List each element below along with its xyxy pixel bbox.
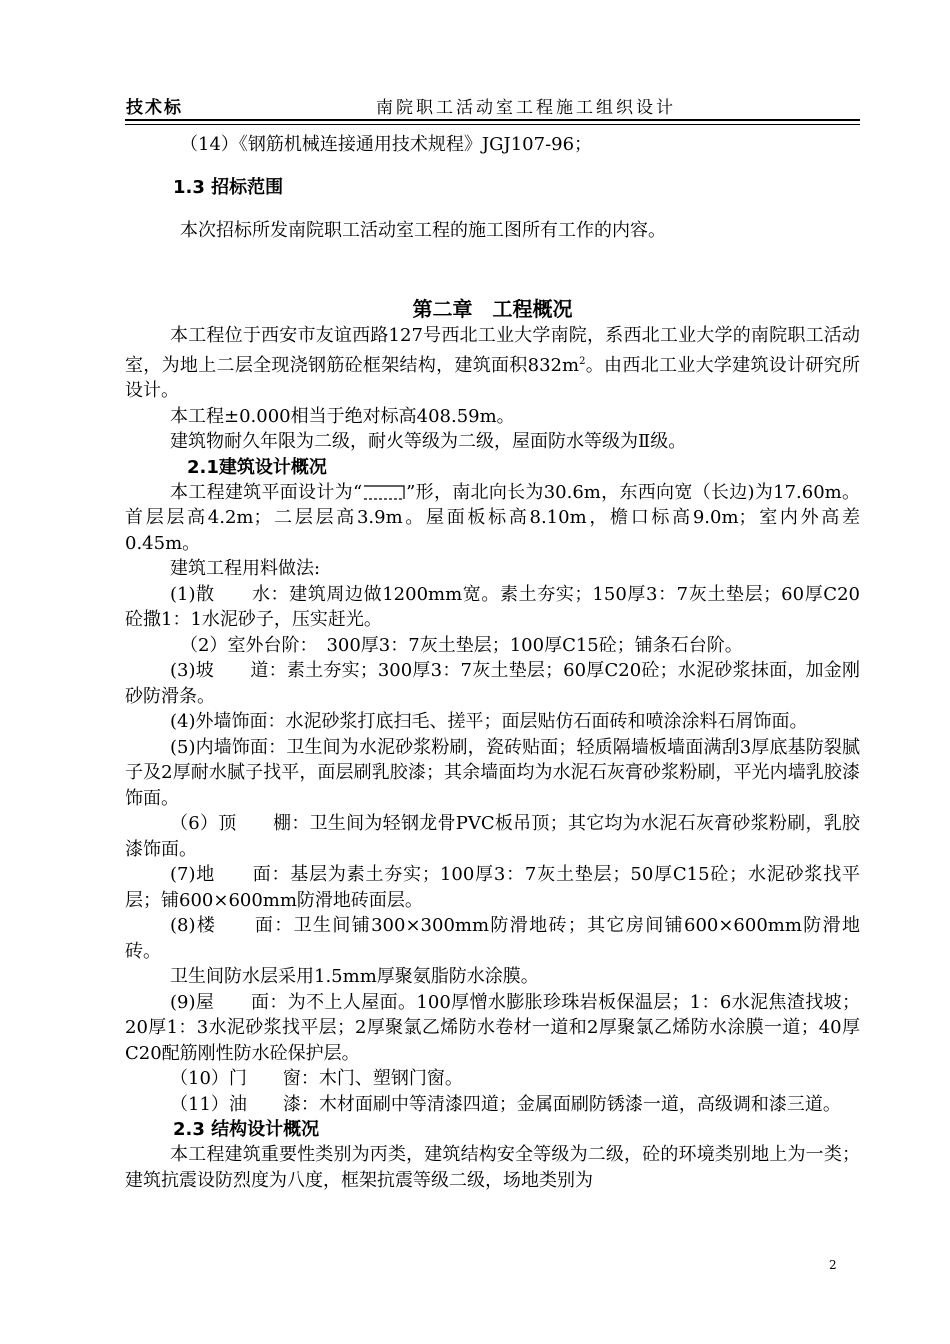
header-left: 技术标 xyxy=(126,98,183,118)
plan-part-a: 本工程建筑平面设计为“ xyxy=(170,481,363,503)
plan-paragraph xyxy=(125,480,860,557)
plan-shape-icon xyxy=(362,485,406,500)
material-item: 卫生间防水层采用1.5mm厚聚氨脂防水涂膜。 xyxy=(170,966,539,987)
overview-paragraph-3: 建筑物耐久年限为二级，耐火等级为二级，屋面防水等级为Ⅱ级。 xyxy=(170,431,687,452)
material-item: （11）油 漆：木材面刷中等清漆四道；金属面刷防锈漆一道，高级调和漆三道。 xyxy=(170,1093,841,1115)
section-2-1-heading: 2.1建筑设计概况 xyxy=(187,456,327,478)
material-item: (7)地 面：基层为素土夯实；100厚3：7灰土垫层；50厚C15砼；水泥砂浆找平层；铺600×600mm防滑地砖面层。 xyxy=(125,864,860,911)
material-item: (8)楼 面：卫生间铺300×300mm防滑地砖；其它房间铺600×600mm防滑地砖。 xyxy=(125,915,860,962)
scope-paragraph: 本次招标所发南院职工活动室工程的施工图所有工作的内容。 xyxy=(180,219,666,241)
area-superscript: 2 xyxy=(579,355,586,367)
overview-p1-part-a: 本工程位于西安市友谊西路127号西北工业大学南院，系西北工业大学的南院职工活动室，为地上二层全现浇钢筋砼框架结构，建筑面积832m xyxy=(125,325,860,376)
material-item: (4)外墙饰面：水泥砂浆打底扫毛、搓平；面层贴仿石面砖和喷涂涂料石屑饰面。 xyxy=(170,711,808,732)
header-title: 南院职工活动室工程施工组织设计 xyxy=(376,98,676,118)
item-14: （14）《钢筋机械连接通用技术规程》JGJ107-96； xyxy=(180,134,593,155)
materials-intro: 建筑工程用料做法: xyxy=(170,558,321,579)
material-item: (9)屋 面：为不上人屋面。100厚憎水膨胀珍珠岩板保温层；1：6水泥焦渣找坡；20厚1：3水泥砂浆找平层；2厚聚氯乙烯防水卷材一道和2厚聚氯乙烯防水涂膜一道；40厚C20配筋刚性防水砼保护层。 xyxy=(125,991,860,1064)
header-rule-thin xyxy=(125,124,860,125)
material-item: （10）门 窗：木门、塑钢门窗。 xyxy=(170,1068,463,1089)
material-item: （6）顶 棚：卫生间为轻钢龙骨PVC板吊顶；其它均为水泥石灰膏砂浆粉刷，乳胶漆饰面。 xyxy=(125,813,860,860)
header-rule-thick xyxy=(125,119,860,121)
overview-p1-part-b: 。由西北工业大学建筑设计研究所设计。 xyxy=(125,354,860,401)
plan-part-b: ”形，南北向长为30.6m，东西向宽（长边)为17.60m。首层层高4.2m；二层层高3.9m。屋面板标高8.10m，檐口标高9.0m；室内外高差0.45m。 xyxy=(125,481,861,554)
page-number: 2 xyxy=(829,1258,837,1272)
overview-paragraph-2: 本工程±0.000相当于绝对标高408.59m。 xyxy=(170,405,515,427)
material-item: (1)散 水：建筑周边做1200mm宽。素土夯实；150厚3：7灰土垫层；60厚C20砼撒1：1水泥砂子，压实赶光。 xyxy=(125,583,860,630)
chapter-2-heading: 第二章 工程概况 xyxy=(412,297,573,321)
section-2-3-heading: 2.3 结构设计概况 xyxy=(173,1119,320,1140)
material-item: （2）室外台阶： 300厚3：7灰土垫层；100厚C15砼；铺条石台阶。 xyxy=(180,634,743,656)
overview-paragraph-1 xyxy=(125,323,860,404)
section-1-3-heading: 1.3 招标范围 xyxy=(173,176,284,198)
material-item: (5)内墙饰面：卫生间为水泥砂浆粉刷，瓷砖贴面；轻质隔墙板墙面满刮3厚底基防裂腻子及2厚耐水腻子找平，面层刷乳胶漆；其余墙面均为水泥石灰膏砂浆粉刷，平光内墙乳胶漆饰面。 xyxy=(125,736,860,809)
page-body xyxy=(125,127,860,1193)
material-item: (3)坡 道：素土夯实；300厚3：7灰土垫层；60厚C20砼；水泥砂浆抹面，加金刚砂防滑条。 xyxy=(125,660,860,707)
structure-paragraph: 本工程建筑重要性类别为丙类，建筑结构安全等级为二级，砼的环境类别地上为一类；建筑抗震设防烈度为八度，框架抗震等级二级，场地类别为 xyxy=(125,1144,860,1191)
